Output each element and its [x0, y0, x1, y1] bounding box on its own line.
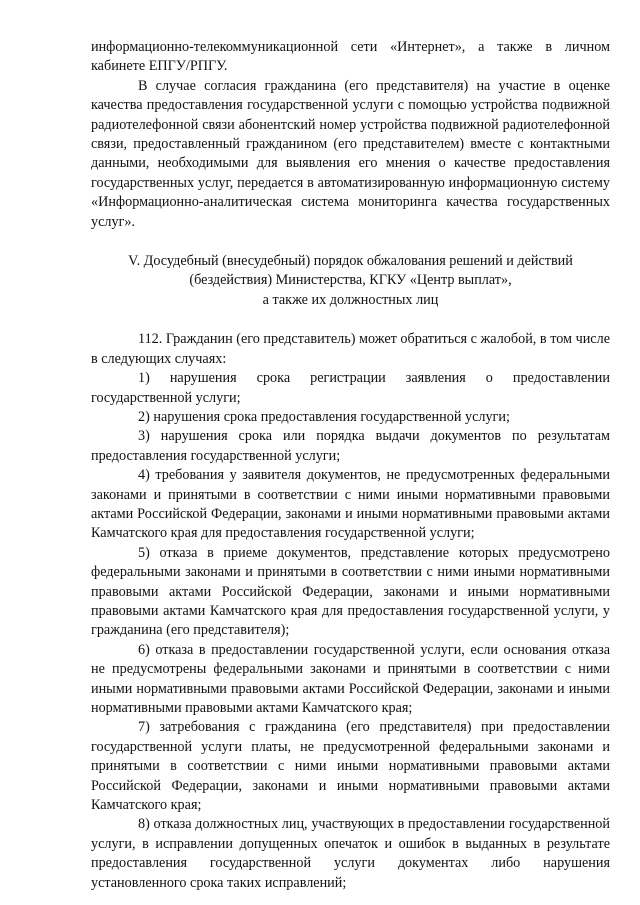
list-item-5: 5) отказа в приеме документов, представление которых предусмотрено федеральными законами и принятыми в соответствии с ними иными нормативными правовыми актами Российской Федерации, законами и иными нормативными правовыми актами Камчатского края для предоставления государственной услуги, у гражданина (его представителя); — [91, 544, 610, 639]
section-heading-line-2: (бездействия) Министерства, КГКУ «Центр выплат», — [189, 272, 512, 289]
list-item-2: 2) нарушения срока предоставления государственной услуги; — [138, 408, 510, 425]
paragraph-continuation: информационно-телекоммуникационной сети «Интернет», а также в личном кабинете ЕПГУ/РПГУ. — [91, 39, 610, 75]
list-item-3: 3) нарушения срока или порядка выдачи документов по результатам предоставления государственной услуги; — [91, 428, 610, 464]
list-item-7: 7) затребования с гражданина (его представителя) при предоставлении государственной услуги платы, не предусмотренной федеральными законами и принятыми в соответствии с ними иными нормативными правовыми актами Российской Федерации, законами и иными нормативными правовыми актами Камчатского края; — [91, 719, 610, 814]
section-heading-line-1: V. Досудебный (внесудебный) порядок обжалования решений и действий — [128, 253, 573, 270]
list-item-1: 1) нарушения срока регистрации заявления о предоставлении государственной услуги; — [91, 370, 610, 406]
section-heading-line-3: а также их должностных лиц — [262, 291, 439, 308]
list-item-6: 6) отказа в предоставлении государственной услуги, если основания отказа не предусмотрены федеральными законами и принятыми в соответствии с ними иными нормативными правовыми актами Российской Федерации, законами и иными нормативными правовыми актами Камчатского края; — [91, 641, 610, 716]
paragraph-112: 112. Гражданин (его представитель) может обратиться с жалобой, в том числе в следующих случаях: — [91, 331, 610, 367]
list-item-4: 4) требования у заявителя документов, не предусмотренных федеральными законами и принятыми в соответствии с ними иными нормативными правовыми актами Российской Федерации, законами и иными нормативными правовыми актами Камчатского края для предоставления государственной услуги; — [91, 467, 610, 542]
section-heading — [91, 252, 610, 310]
list-item-8: 8) отказа должностных лиц, участвующих в предоставлении государственной услуги, в исправлении допущенных опечаток и ошибок в выданных в результате предоставления государственной услуги документах либо нарушения установленного срока таких исправлений; — [91, 816, 610, 891]
paragraph-assessment-consent: В случае согласия гражданина (его представителя) на участие в оценке качества предоставления государственной услуги с помощью устройства подвижной радиотелефонной связи абонентский номер устройства подвижной радиотелефонной связи, предоставленный гражданином (его представителем) вместе с контактными данными, необходимыми для выявления его мнения о качестве предоставления государственных услуг, передается в автоматизированную информационную систему «Информационно-аналитическая система мониторинга качества государственных услуг». — [91, 77, 610, 230]
